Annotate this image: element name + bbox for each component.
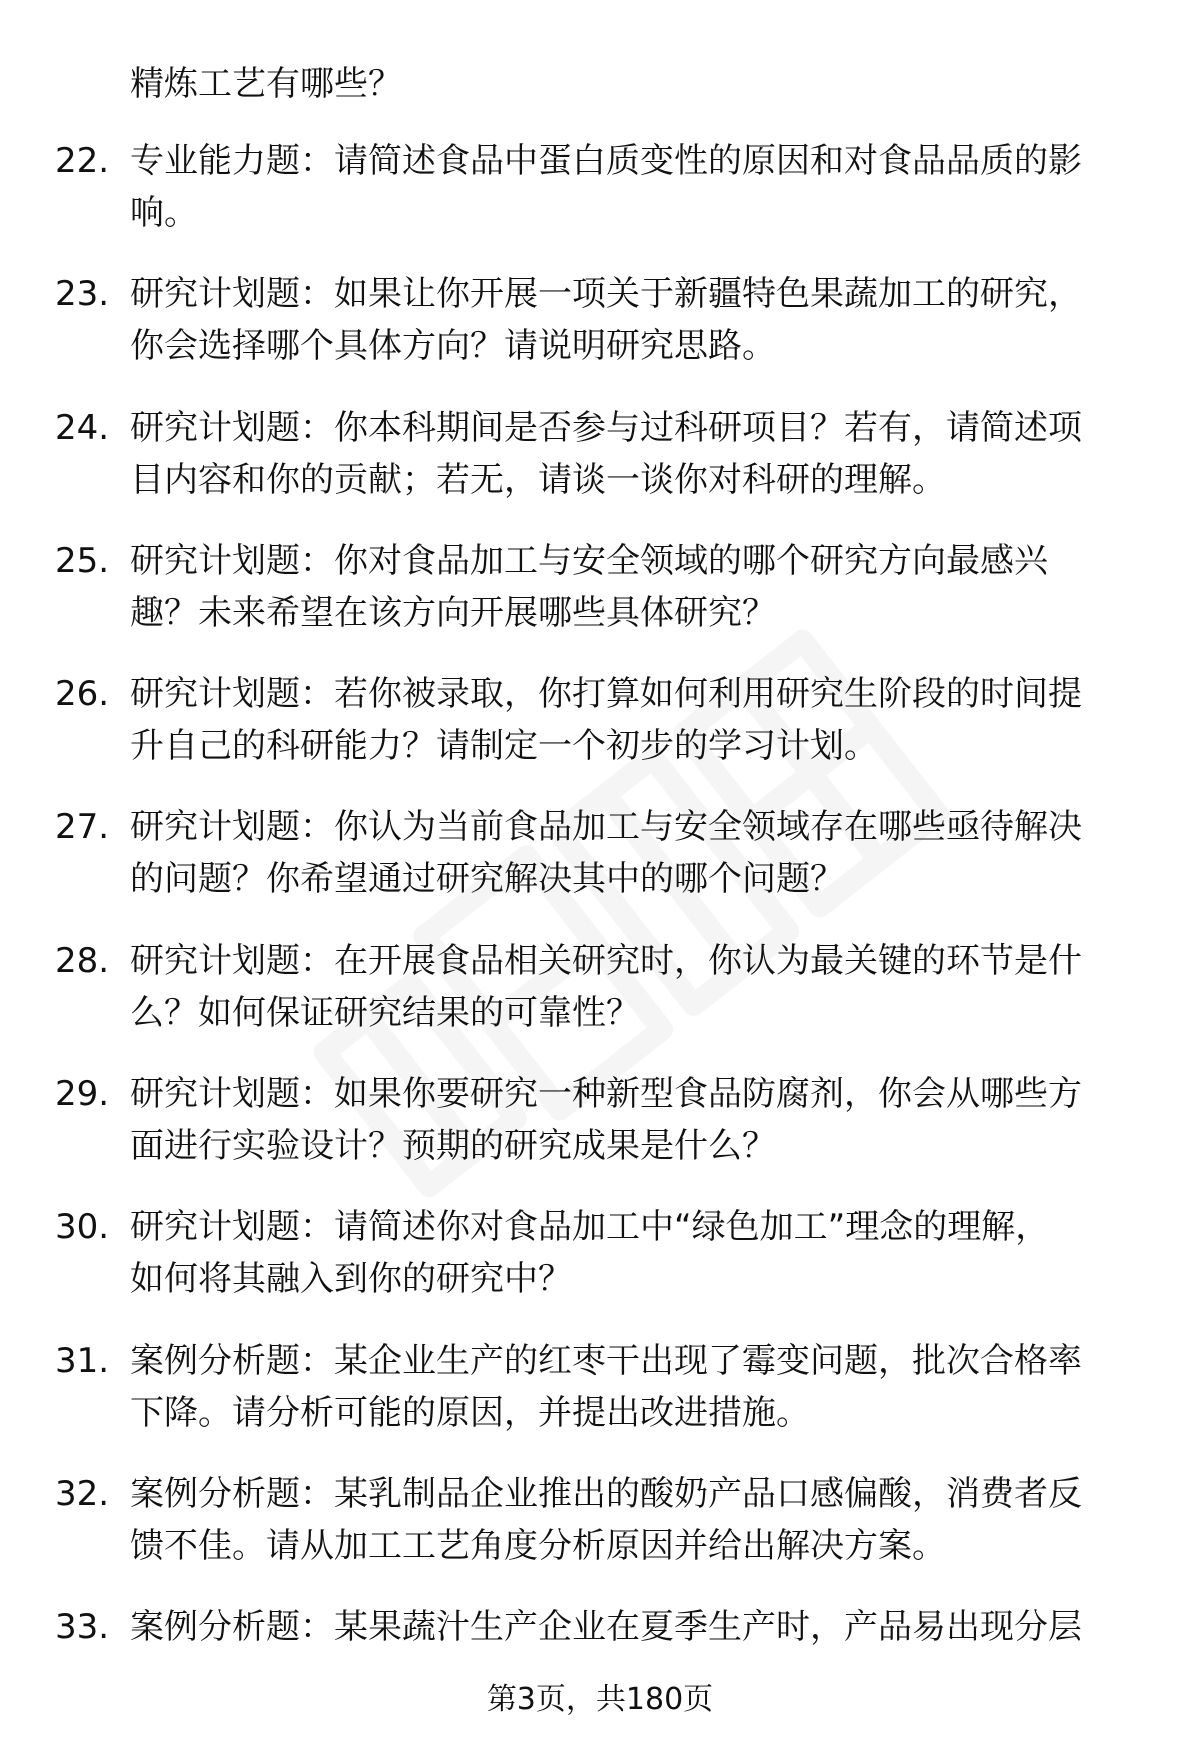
- question-text-line-2: 面进行实验设计？预期的研究成果是什么？: [130, 1126, 776, 1166]
- question-text-line-2: 下降。请分析可能的原因，并提出改进措施。: [130, 1393, 810, 1433]
- question-text-line-2: 趣？未来希望在该方向开展哪些具体研究？: [130, 593, 776, 633]
- question-number: 30.: [55, 1207, 110, 1247]
- list-item: [0, 1335, 1200, 1445]
- question-text-line-1: 专业能力题：请简述食品中蛋白质变性的原因和对食品品质的影: [130, 141, 1082, 181]
- question-number: 25.: [55, 541, 110, 581]
- list-item: [0, 268, 1200, 378]
- question-text-line-1: 研究计划题：在开展食品相关研究时，你认为最关键的环节是什: [130, 941, 1082, 981]
- question-text-line-1: 研究计划题：你认为当前食品加工与安全领域存在哪些亟待解决: [130, 807, 1082, 847]
- list-item: [0, 402, 1200, 512]
- question-text-line-1: 研究计划题：如果让你开展一项关于新疆特色果蔬加工的研究，: [130, 274, 1082, 314]
- question-text-line-1: 案例分析题：某乳制品企业推出的酸奶产品口感偏酸，消费者反: [130, 1474, 1082, 1514]
- question-number: 26.: [55, 674, 110, 714]
- question-text-line-2: 的问题？你希望通过研究解决其中的哪个问题？: [130, 859, 844, 899]
- page-footer: 第3页，共180页: [486, 1682, 714, 1717]
- list-item: [0, 1201, 1200, 1311]
- question-number: 28.: [55, 941, 110, 981]
- question-number: 23.: [55, 274, 110, 314]
- question-text-line-1: 案例分析题：某企业生产的红枣干出现了霉变问题，批次合格率: [130, 1341, 1082, 1381]
- question-text-line-2: 响。: [130, 193, 198, 233]
- question-text-line-2: 你会选择哪个具体方向？请说明研究思路。: [130, 326, 776, 366]
- carryover-line: 精炼工艺有哪些？: [130, 64, 402, 104]
- question-text-line-1: 案例分析题：某果蔬汁生产企业在夏季生产时，产品易出现分层: [130, 1607, 1082, 1647]
- question-text-line-2: 升自己的科研能力？请制定一个初步的学习计划。: [130, 726, 878, 766]
- question-number: 32.: [55, 1474, 110, 1514]
- question-text-line-2: 馈不佳。请从加工工艺角度分析原因并给出解决方案。: [130, 1526, 946, 1566]
- list-item: [0, 135, 1200, 245]
- question-text-line-2: 么？如何保证研究结果的可靠性？: [130, 993, 640, 1033]
- question-number: 24.: [55, 408, 110, 448]
- list-item: [0, 535, 1200, 645]
- question-text-line-1: 研究计划题：你对食品加工与安全领域的哪个研究方向最感兴: [130, 541, 1048, 581]
- question-number: 27.: [55, 807, 110, 847]
- question-number: 29.: [55, 1074, 110, 1114]
- question-text-line-2: 目内容和你的贡献；若无，请谈一谈你对科研的理解。: [130, 460, 946, 500]
- question-number: 22.: [55, 141, 110, 181]
- list-item: [0, 935, 1200, 1045]
- list-item: [0, 668, 1200, 778]
- list-item: [0, 1468, 1200, 1578]
- list-item: [0, 1068, 1200, 1178]
- question-text-line-2: 如何将其融入到你的研究中？: [130, 1259, 572, 1299]
- question-text-line-1: 研究计划题：若你被录取，你打算如何利用研究生阶段的时间提: [130, 674, 1082, 714]
- list-item: [0, 801, 1200, 911]
- question-number: 31.: [55, 1341, 110, 1381]
- question-number: 33.: [55, 1607, 110, 1647]
- question-text-line-1: 研究计划题：请简述你对食品加工中“绿色加工”理念的理解，: [130, 1207, 1050, 1247]
- question-text-line-1: 研究计划题：如果你要研究一种新型食品防腐剂，你会从哪些方: [130, 1074, 1082, 1114]
- question-text-line-1: 研究计划题：你本科期间是否参与过科研项目？若有，请简述项: [130, 408, 1082, 448]
